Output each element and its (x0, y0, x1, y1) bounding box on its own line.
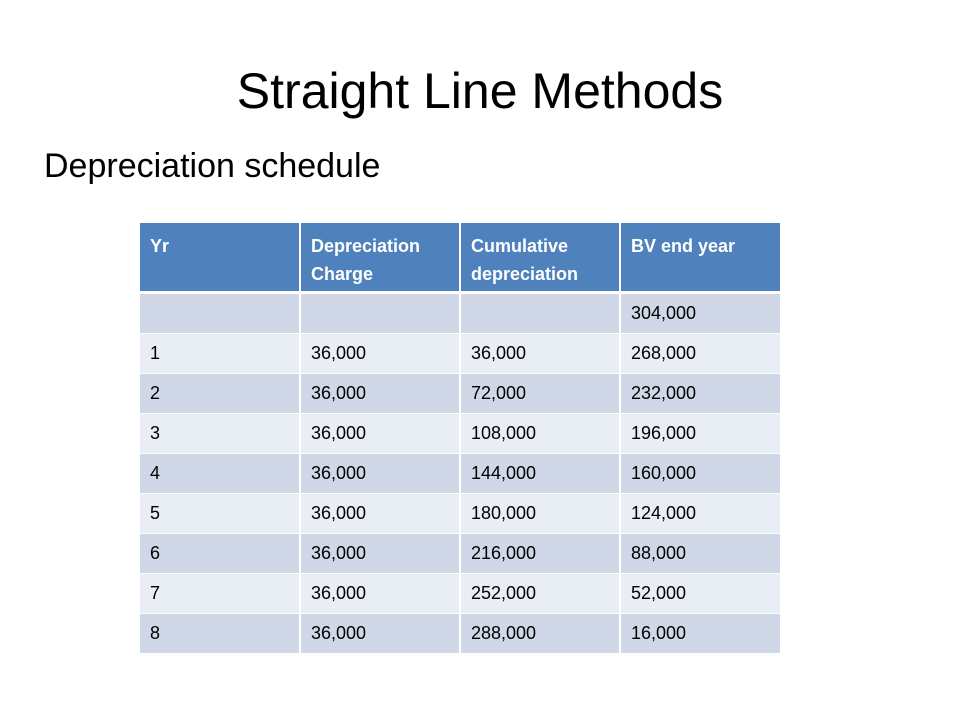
table-row (140, 614, 780, 654)
slide-subtitle: Depreciation schedule (44, 147, 381, 185)
cell-bv-end-year: 124,000 (620, 494, 780, 534)
header-bv-end-year: BV end year (620, 223, 780, 293)
header-row (140, 223, 780, 293)
cell-cumulative-depreciation: 36,000 (460, 334, 620, 374)
cell-bv-end-year: 16,000 (620, 614, 780, 654)
cell-yr: 4 (140, 454, 300, 494)
cell-cumulative-depreciation: 180,000 (460, 494, 620, 534)
cell-cumulative-depreciation: 216,000 (460, 534, 620, 574)
cell-yr: 3 (140, 414, 300, 454)
cell-bv-end-year: 160,000 (620, 454, 780, 494)
depreciation-schedule-table (140, 223, 780, 654)
table-body (140, 293, 780, 654)
cell-yr: 8 (140, 614, 300, 654)
table-row (140, 334, 780, 374)
cell-yr: 7 (140, 574, 300, 614)
cell-bv-end-year: 304,000 (620, 293, 780, 334)
cell-depreciation-charge: 36,000 (300, 334, 460, 374)
cell-cumulative-depreciation: 288,000 (460, 614, 620, 654)
cell-depreciation-charge: 36,000 (300, 494, 460, 534)
cell-cumulative-depreciation: 252,000 (460, 574, 620, 614)
header-depreciation-charge: Depreciation Charge (300, 223, 460, 293)
table-row (140, 574, 780, 614)
cell-depreciation-charge: 36,000 (300, 414, 460, 454)
table-header (140, 223, 780, 293)
cell-bv-end-year: 52,000 (620, 574, 780, 614)
cell-yr: 2 (140, 374, 300, 414)
cell-depreciation-charge: 36,000 (300, 374, 460, 414)
table-row (140, 293, 780, 334)
cell-yr: 1 (140, 334, 300, 374)
table-row (140, 494, 780, 534)
cell-yr: 6 (140, 534, 300, 574)
cell-depreciation-charge: 36,000 (300, 574, 460, 614)
cell-depreciation-charge: 36,000 (300, 454, 460, 494)
cell-yr: 5 (140, 494, 300, 534)
cell-cumulative-depreciation: 72,000 (460, 374, 620, 414)
cell-bv-end-year: 88,000 (620, 534, 780, 574)
cell-depreciation-charge: 36,000 (300, 614, 460, 654)
table-row (140, 534, 780, 574)
table-row (140, 454, 780, 494)
header-cumulative-depreciation: Cumulative depreciation (460, 223, 620, 293)
table-row (140, 374, 780, 414)
cell-yr (140, 293, 300, 334)
cell-cumulative-depreciation: 108,000 (460, 414, 620, 454)
cell-cumulative-depreciation (460, 293, 620, 334)
cell-bv-end-year: 196,000 (620, 414, 780, 454)
table-row (140, 414, 780, 454)
cell-cumulative-depreciation: 144,000 (460, 454, 620, 494)
slide-title: Straight Line Methods (236, 63, 724, 119)
cell-depreciation-charge: 36,000 (300, 534, 460, 574)
cell-bv-end-year: 232,000 (620, 374, 780, 414)
cell-depreciation-charge (300, 293, 460, 334)
header-yr: Yr (140, 223, 300, 293)
cell-bv-end-year: 268,000 (620, 334, 780, 374)
